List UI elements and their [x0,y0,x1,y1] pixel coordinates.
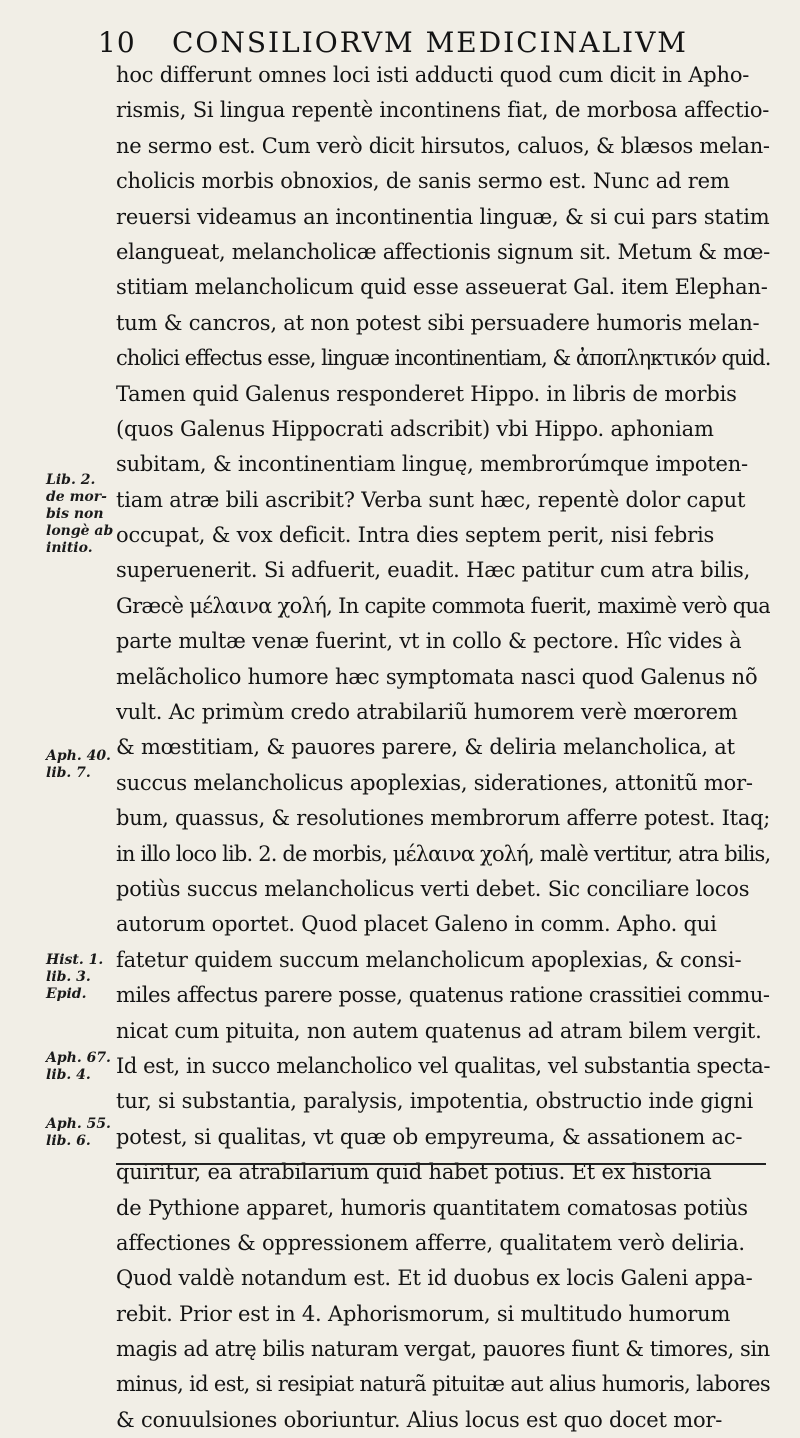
text-line: quiritur, ea atrabilarium quid habet potius. Et ex historia [116,1160,712,1185]
text-line: cholici effectus esse, linguæ incontinentiam, & ἀποπληκτικόν quid. [116,346,770,371]
text-line: tiam atræ bili ascribit? Verba sunt hæc, repentè dolor caput [116,487,746,512]
text-line: fatetur quidem succum melancholicum apoplexias, & consi- [116,947,742,972]
margin-note-line: Hist. 1. [46,952,104,968]
text-line: magis ad atrę bilis naturam vergat, pauores fiunt & timores, sin [116,1337,770,1362]
text-line: superuenerit. Si adfuerit, euadit. Hæc patitur cum atra bilis, [116,558,751,583]
text-line: autorum oportet. Quod placet Galeno in comm. Apho. qui [116,912,717,937]
margin-note-line: lib. 6. [46,1133,91,1149]
text-line: miles affectus parere posse, quatenus ratione crassitiei commu- [116,983,770,1008]
text-line: & conuulsiones oboriuntur. Alius locus est quo docet mor- [116,1407,723,1432]
text-line: stitiam melancholicum quid esse asseuerat Gal. item Elephan- [116,275,768,300]
text-line: hoc differunt omnes loci isti adducti quod cum dicit in Apho- [116,63,750,87]
margin-note-line: Aph. 40. [46,748,111,764]
text-line: subitam, & incontinentiam linguę, membrorúmque impoten- [116,452,748,477]
margin-note-line: initio. [46,540,93,556]
page-number: 10 [98,26,136,59]
text-line: succus melancholicus apoplexias, siderationes, attonitũ mor- [116,770,753,795]
text-line: in illo loco lib. 2. de morbis, μέλαινα χολή, malè vertitur, atra bilis, [116,841,770,866]
margin-note-line: lib. 4. [46,1067,91,1083]
text-line: Id est, in succo melancholico vel qualitas, vel substantia specta- [116,1053,770,1078]
text-line: potiùs succus melancholicus verti debet. Sic conciliare locos [116,876,750,901]
margin-note-line: lib. 3. [46,969,91,985]
margin-note-line: Aph. 55. [46,1116,111,1132]
catchword-rule [116,1163,766,1165]
text-line: de Pythione apparet, humoris quantitatem comatosas potiùs [116,1195,748,1220]
text-line: rismis, Si lingua repentè incontinens fiat, de morbosa affectio- [116,98,770,123]
margin-note-line: longè ab [46,523,114,539]
margin-note-line: Lib. 2. [46,472,96,488]
margin-note-line: lib. 7. [46,765,91,781]
margin-note [46,748,116,782]
text-line: Quod valdè notandum est. Et id duobus ex locis Galeni appa- [116,1266,753,1291]
margin-note-line: Aph. 67. [46,1050,111,1066]
margin-note [46,952,116,1003]
text-line: elangueat, melancholicæ affectionis signum sit. Metum & mœ- [116,239,770,264]
text-line: tum & cancros, at non potest sibi persuadere humoris melan- [116,310,760,335]
text-line: Tamen quid Galenus responderet Hippo. in libris de morbis [116,381,737,406]
text-line: occupat, & vox deficit. Intra dies septem perit, nisi febris [116,523,715,548]
text-line: potest, si qualitas, vt quæ ob empyreuma, & assationem ac- [116,1124,743,1149]
text-line: rebit. Prior est in 4. Aphorismorum, si multitudo humorum [116,1301,731,1326]
text-line: tur, si substantia, paralysis, impotentia, obstructio inde gigni [116,1089,754,1114]
text-line: Græcè μέλαινα χολή, In capite commota fuerit, maximè verò qua [116,593,770,618]
margin-note [46,1116,116,1150]
margin-note-line: de mor- [46,489,107,505]
text-line: (quos Galenus Hippocrati adscribit) vbi Hippo. aphoniam [116,416,714,441]
text-line: melãcholico humore hæc symptomata nasci quod Galenus nõ [116,664,758,689]
margin-note [46,472,116,557]
text-line: cholicis morbis obnoxios, de sanis sermo est. Nunc ad rem [116,169,730,194]
margin-note [46,1050,116,1084]
text-line: minus, id est, si resipiat naturã pituitæ aut alius humoris, labores [116,1372,770,1397]
text-line: & mœstitiam, & pauores parere, & deliria melancholica, at [116,735,735,760]
text-line: affectiones & oppressionem afferre, qualitatem verò deliria. [116,1230,745,1255]
text-line: ne sermo est. Cum verò dicit hirsutos, caluos, & blæsos melan- [116,133,770,158]
text-line: parte multæ venæ fuerint, vt in collo & pectore. Hîc vides à [116,629,742,654]
margin-note-line: Epid. [46,986,87,1002]
running-head: CONSILIORVM MEDICINALIVM [172,26,688,59]
body-text [116,58,770,1438]
text-line: bum, quassus, & resolutiones membrorum afferre potest. Itaq; [116,806,770,831]
margin-note-line: bis non [46,506,104,522]
text-line: vult. Ac primùm credo atrabilariũ humorem verè mœrorem [116,700,738,725]
text-line: nicat cum pituita, non autem quatenus ad atram bilem vergit. [116,1018,762,1043]
text-line: reuersi videamus an incontinentia linguæ, & si cui pars statim [116,204,770,229]
